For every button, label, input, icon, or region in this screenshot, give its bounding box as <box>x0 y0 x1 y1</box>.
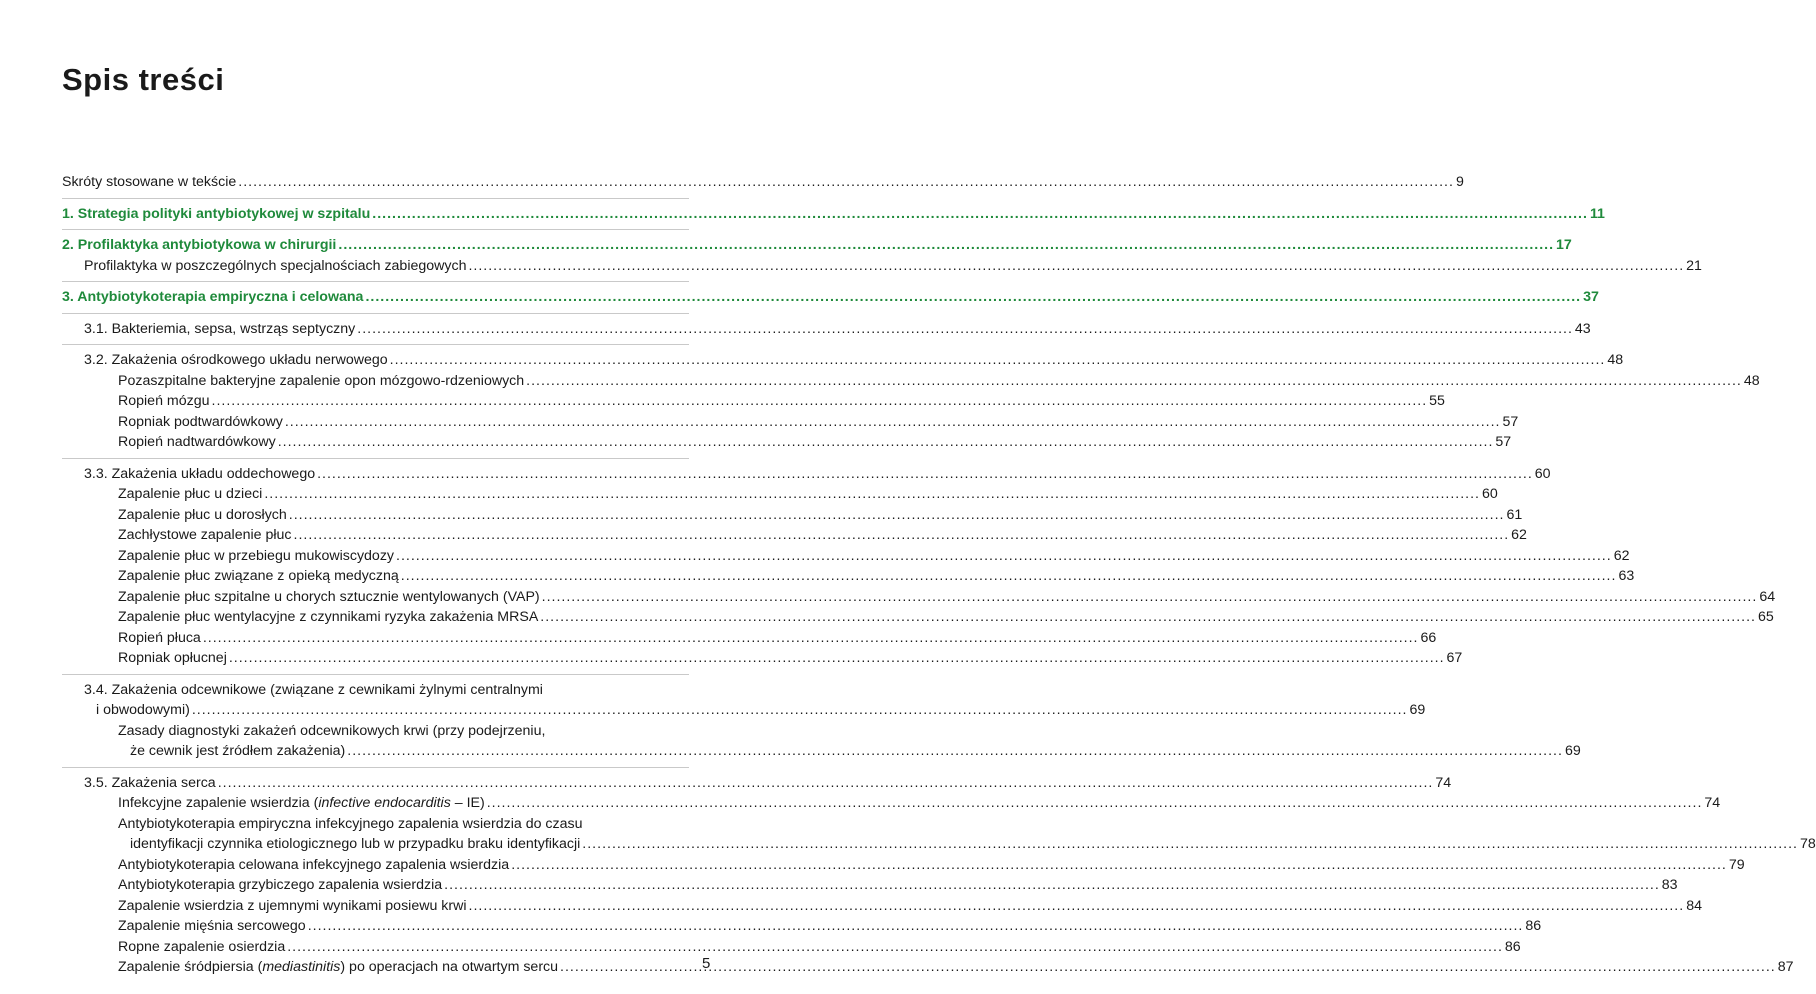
divider <box>62 458 689 459</box>
dot-leader <box>278 432 1494 453</box>
toc-entry-title: 1. Strategia polityki antybiotykowej w szpitalu <box>62 205 371 222</box>
toc-entry-title-pre: Zapalenie śródpiersia ( <box>118 959 263 975</box>
divider <box>62 281 689 282</box>
dot-leader <box>289 505 1505 526</box>
dot-leader <box>511 855 1727 876</box>
toc-page-number: 62 <box>1511 527 1527 543</box>
toc-page-number: 74 <box>1704 795 1721 811</box>
toc-entry-title-line2: identyfikacji czynnika etiologicznego lub w przypadku braku identyfikacji <box>130 836 581 852</box>
toc-page-number: 69 <box>1564 743 1581 759</box>
dot-leader <box>526 371 1742 392</box>
toc-entry[interactable] <box>62 607 1774 628</box>
dot-leader <box>396 546 1612 567</box>
toc-page-number: 43 <box>1574 320 1591 337</box>
toc-entry-title: Zapalenie płuc u dorosłych <box>118 506 287 523</box>
toc-section-3-5[interactable] <box>62 773 1452 794</box>
divider <box>62 767 689 768</box>
toc-entry-title: Antybiotykoterapia grzybiczego zapalenia wsierdzia <box>118 877 443 893</box>
toc-entry-title: Zachłystowe zapalenie płuc <box>118 527 292 543</box>
toc-entry-title: 3.5. Zakażenia serca <box>84 774 216 791</box>
table-of-contents <box>62 172 1816 978</box>
toc-entry-continuation <box>84 700 1426 721</box>
toc-entry[interactable] <box>62 793 1721 814</box>
toc-chapter-2[interactable] <box>62 235 1572 256</box>
dot-leader <box>192 700 1408 721</box>
dot-leader <box>582 834 1798 855</box>
toc-chapter-3[interactable] <box>62 287 1599 308</box>
divider <box>62 229 689 230</box>
toc-section-3-1[interactable] <box>62 319 1591 340</box>
toc-entry-title: 3.2. Zakażenia ośrodkowego układu nerwowego <box>84 352 388 368</box>
toc-page-number: 60 <box>1534 465 1551 482</box>
toc-entry[interactable] <box>62 916 1542 937</box>
dot-leader <box>285 412 1501 433</box>
toc-entry[interactable] <box>62 628 1437 649</box>
dot-leader <box>338 235 1554 256</box>
toc-page-number: 17 <box>1556 237 1572 253</box>
dot-leader <box>390 350 1606 371</box>
toc-page-number: 67 <box>1446 650 1463 666</box>
toc-entry-title: Ropień nadtwardówkowy <box>118 434 276 450</box>
toc-page-number: 69 <box>1409 702 1426 718</box>
dot-leader <box>308 916 1524 937</box>
dot-leader <box>203 628 1419 649</box>
toc-page-number: 9 <box>1455 174 1464 190</box>
toc-entry-title-pre: Infekcyjne zapalenie wsierdzia ( <box>118 795 319 811</box>
toc-entry[interactable] <box>62 432 1512 453</box>
dot-leader <box>218 773 1434 794</box>
dot-leader <box>229 648 1445 669</box>
toc-page-number: 57 <box>1495 434 1512 450</box>
toc-page-number: 48 <box>1607 352 1624 368</box>
toc-page-number: 64 <box>1759 588 1776 605</box>
toc-entry[interactable] <box>62 505 1523 526</box>
toc-entry-title: Ropniak opłucnej <box>118 650 227 666</box>
toc-page-number: 84 <box>1686 897 1702 914</box>
toc-entry-title <box>118 957 558 978</box>
toc-entry-title: Zapalenie płuc w przebiegu mukowiscydozy <box>118 547 395 564</box>
toc-entry-title: 3. Antybiotykoterapia empiryczna i celowana <box>62 289 364 305</box>
toc-entry-title: Zapalenie wsierdzia z ujemnymi wynikami posiewu krwi <box>118 897 467 914</box>
dot-leader <box>238 172 1454 193</box>
toc-entry-title: Skróty stosowane w tekście <box>62 174 237 190</box>
toc-entry-continuation <box>118 741 1581 762</box>
toc-entry[interactable] <box>62 814 1816 855</box>
toc-page-number: 61 <box>1506 506 1523 523</box>
toc-entry-title-line2: że cewnik jest źródłem zakażenia) <box>130 743 346 759</box>
toc-entry[interactable] <box>62 172 1464 193</box>
toc-entry-title: Ropniak podtwardówkowy <box>118 413 283 430</box>
toc-entry-title <box>118 793 485 814</box>
dot-leader <box>347 741 1563 762</box>
toc-page-number: 60 <box>1482 486 1498 502</box>
dot-leader <box>317 464 1533 485</box>
toc-entry[interactable] <box>62 937 1521 958</box>
toc-entry[interactable] <box>62 587 1776 608</box>
toc-page-number: 78 <box>1799 836 1816 852</box>
dot-leader <box>372 204 1588 225</box>
toc-page-number: 62 <box>1613 547 1630 564</box>
toc-entry-title: Pozaszpitalne bakteryjne zapalenie opon mózgowo-rdzeniowych <box>118 372 525 389</box>
toc-entry-title-italic: infective endocarditis <box>318 795 451 811</box>
toc-page-number: 86 <box>1504 938 1521 955</box>
toc-entry[interactable] <box>62 391 1445 412</box>
toc-entry-title-post: – IE) <box>450 795 485 811</box>
page-number: 5 <box>702 955 711 972</box>
toc-page-number: 37 <box>1583 289 1599 305</box>
toc-section-3-3[interactable] <box>62 464 1551 485</box>
toc-entry-title: Zapalenie płuc wentylacyjne z czynnikami ryzyka zakażenia MRSA <box>118 609 539 625</box>
toc-entry-title: Profilaktyka w poszczególnych specjalnościach zabiegowych <box>84 257 467 274</box>
toc-page-number: 48 <box>1743 372 1760 389</box>
toc-entry-title-line1: Zasady diagnostyki zakażeń odcewnikowych krwi (przy podejrzeniu, <box>118 722 546 739</box>
toc-entry-title-italic: mediastinitis <box>262 959 341 975</box>
toc-entry[interactable] <box>62 855 1745 876</box>
toc-page-number: 21 <box>1686 257 1702 274</box>
divider <box>62 198 689 199</box>
dot-leader <box>401 566 1617 587</box>
toc-entry-title: Ropień płuca <box>118 629 201 646</box>
toc-entry-title: Zapalenie płuc u dzieci <box>118 486 263 502</box>
toc-page-number: 79 <box>1728 856 1745 873</box>
toc-entry[interactable] <box>62 875 1678 896</box>
toc-page-number: 83 <box>1661 877 1678 893</box>
page-title: Spis treści <box>62 62 225 97</box>
toc-page-number: 86 <box>1525 918 1542 934</box>
dot-leader <box>468 256 1684 277</box>
dot-leader <box>365 287 1581 308</box>
toc-entry-title-line2: i obwodowymi) <box>96 702 190 718</box>
toc-entry-title: Zapalenie płuc związane z opieką medyczną <box>118 568 399 584</box>
toc-page-number: 65 <box>1757 609 1774 625</box>
toc-entry-continuation <box>118 834 1816 855</box>
divider <box>62 344 689 345</box>
toc-entry[interactable] <box>62 256 1702 277</box>
toc-entry-title: 3.3. Zakażenia układu oddechowego <box>84 465 316 482</box>
toc-entry[interactable] <box>62 957 1794 978</box>
toc-entry[interactable] <box>62 648 1463 669</box>
toc-section-3-2[interactable] <box>62 350 1624 371</box>
toc-page-number: 57 <box>1502 413 1519 430</box>
toc-entry[interactable] <box>62 412 1519 433</box>
toc-entry-title: 2. Profilaktyka antybiotykowa w chirurgii <box>62 237 337 253</box>
toc-entry[interactable] <box>62 566 1635 587</box>
toc-entry-title-line1: 3.4. Zakażenia odcewnikowe (związane z cewnikami żylnymi centralnymi <box>84 681 543 698</box>
divider <box>62 313 689 314</box>
toc-entry-title: Ropne zapalenie osierdzia <box>118 938 286 955</box>
dot-leader <box>287 937 1503 958</box>
toc-page-number: 11 <box>1589 205 1605 222</box>
toc-chapter-1[interactable] <box>62 204 1605 225</box>
dot-leader <box>540 607 1756 628</box>
toc-page-number: 74 <box>1435 774 1452 791</box>
toc-entry-title-line1: Antybiotykoterapia empiryczna infekcyjnego zapalenia wsierdzia do czasu <box>118 815 583 832</box>
toc-entry[interactable] <box>62 546 1630 567</box>
dot-leader <box>542 587 1758 608</box>
dot-leader <box>212 391 1428 412</box>
toc-page-number: 63 <box>1618 568 1635 584</box>
toc-entry-title: Antybiotykoterapia celowana infekcyjnego zapalenia wsierdzia <box>118 856 510 873</box>
toc-page-number: 87 <box>1777 959 1794 975</box>
toc-entry[interactable] <box>62 371 1760 392</box>
toc-page-number: 66 <box>1420 629 1437 646</box>
divider <box>62 674 689 675</box>
dot-leader <box>357 319 1573 340</box>
dot-leader <box>444 875 1660 896</box>
dot-leader <box>264 484 1480 505</box>
toc-entry-title: Zapalenie płuc szpitalne u chorych sztucznie wentylowanych (VAP) <box>118 588 540 605</box>
toc-section-3-4[interactable] <box>62 680 1426 721</box>
toc-entry-title: Zapalenie mięśnia sercowego <box>118 918 306 934</box>
toc-entry-title: Ropień mózgu <box>118 393 210 409</box>
toc-entry[interactable] <box>62 896 1702 917</box>
dot-leader <box>469 896 1685 917</box>
toc-entry[interactable] <box>62 484 1498 505</box>
dot-leader <box>487 793 1703 814</box>
dot-leader <box>560 957 1776 978</box>
toc-entry[interactable] <box>62 525 1527 546</box>
dot-leader <box>294 525 1510 546</box>
toc-entry-title-post: ) po operacjach na otwartym sercu <box>340 959 559 975</box>
toc-page-number: 55 <box>1429 393 1445 409</box>
toc-entry-title: 3.1. Bakteriemia, sepsa, wstrząs septyczny <box>84 320 356 337</box>
toc-entry[interactable] <box>62 721 1581 762</box>
